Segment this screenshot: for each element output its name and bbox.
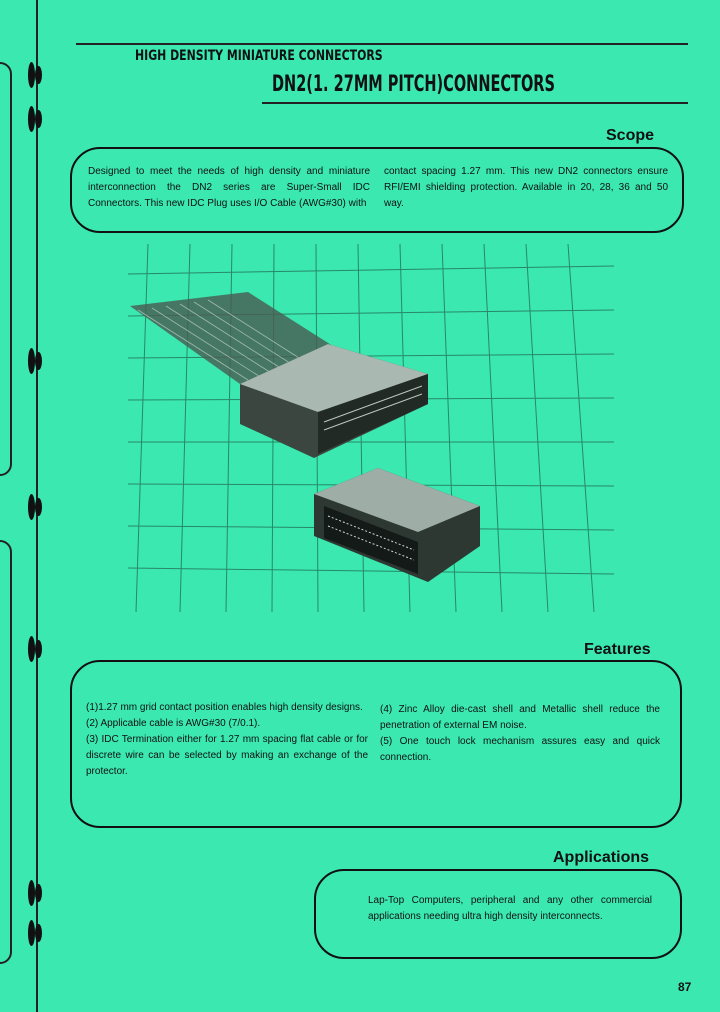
features-right-col: [380, 702, 660, 766]
punch-hole-icon: [28, 62, 42, 88]
title-rule: [262, 102, 688, 104]
features-heading: Features: [584, 641, 651, 658]
scope-heading: Scope: [606, 127, 655, 144]
feature-item-5: (5) One touch lock mechanism assures easy and quick connection.: [380, 736, 660, 763]
punch-hole-icon: [28, 920, 42, 946]
applications-text: Lap-Top Computers, peripheral and any other commercial applications needing ultra high density interconnects.: [368, 895, 652, 922]
connector-photo: [128, 244, 614, 612]
feature-item-3: (3) IDC Termination either for 1.27 mm spacing flat cable or for discrete wire can be selected by making an exchange of the protector.: [86, 734, 368, 777]
top-rule: [76, 43, 688, 45]
side-frame-lower: [0, 540, 12, 964]
applications-heading: Applications: [553, 849, 650, 866]
punch-hole-icon: [28, 636, 42, 662]
feature-item-1: (1)1.27 mm grid contact position enables high density designs.: [86, 702, 363, 713]
page-title: DN2(1. 27MM PITCH)CONNECTORS: [272, 72, 555, 97]
punch-hole-icon: [28, 348, 42, 374]
punch-hole-icon: [28, 880, 42, 906]
feature-item-4: (4) Zinc Alloy die-cast shell and Metallic shell reduce the penetration of external EM noise.: [380, 704, 660, 731]
punch-hole-icon: [28, 494, 42, 520]
punch-hole-icon: [28, 106, 42, 132]
header-subtitle: HIGH DENSITY MINIATURE CONNECTORS: [135, 48, 383, 64]
scope-text-col2: contact spacing 1.27 mm. This new DN2 connectors ensure RFI/EMI shielding protection. Available in 20, 28, 36 and 50 way.: [384, 166, 668, 209]
feature-item-2: (2) Applicable cable is AWG#30 (7/0.1).: [86, 718, 261, 729]
side-frame-upper: [0, 62, 12, 476]
page-number: 87: [678, 980, 692, 994]
features-left-col: [86, 700, 368, 780]
connector-photo-image: [128, 244, 614, 612]
scope-text-col1: Designed to meet the needs of high density and miniature interconnection the DN2 series are Super-Small IDC Connectors. This new IDC Plug uses I/O Cable (AWG#30) with: [88, 166, 370, 209]
